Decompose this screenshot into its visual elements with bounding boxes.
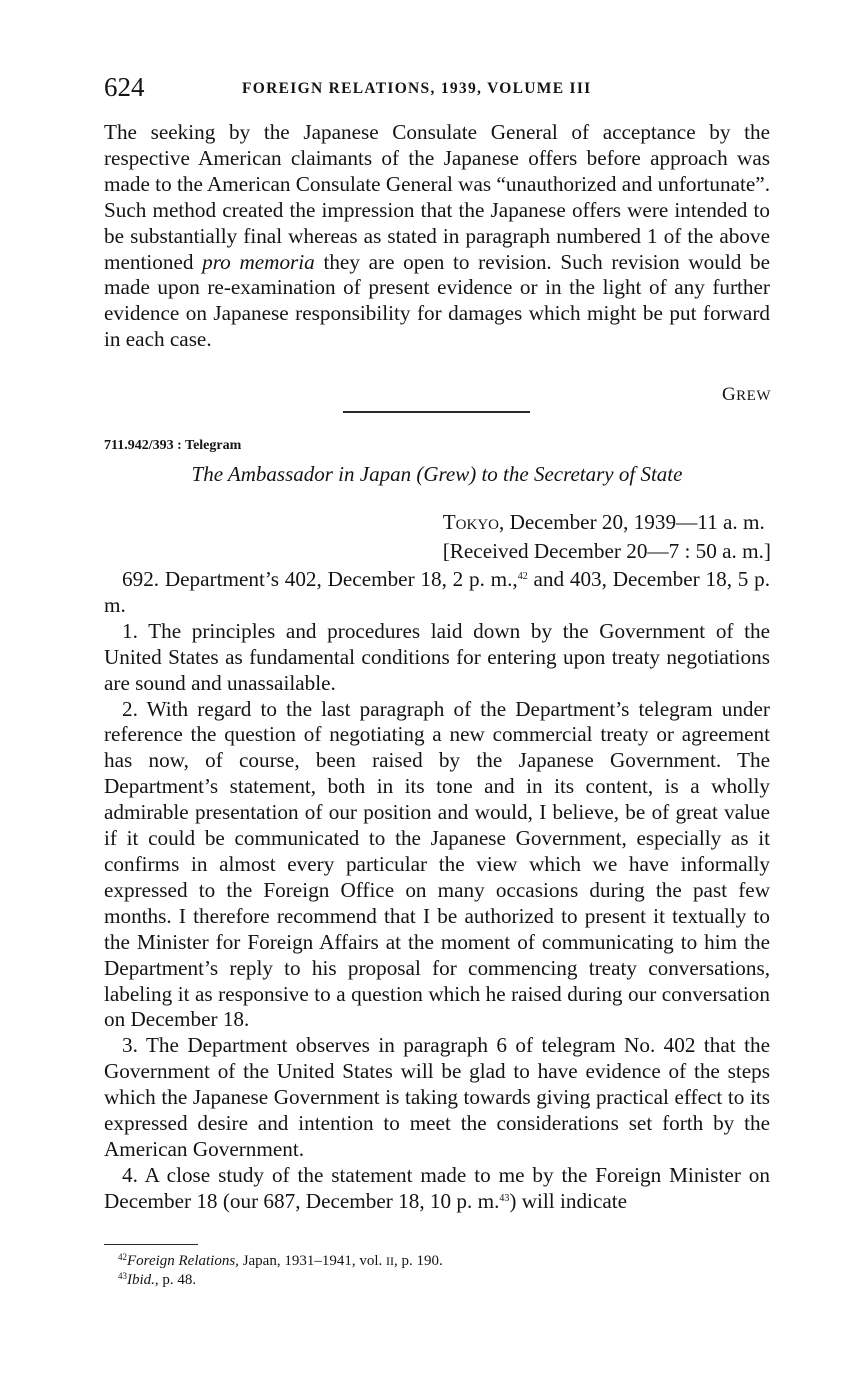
dateline bbox=[443, 510, 771, 565]
paragraph-2: 2. With regard to the last paragraph of the Department’s telegram under reference the question of negotiating a new commercial treaty or agreement has now, of course, been raised by the Japanese Government. The Department’s statement, both in its tone and in its content, is a wholly admirable presentation of our position and would, I believe, be of great value if it could be communicated to the Japanese Government, especially as it confirms in almost every particular the view which we have informally expressed to the Foreign Office on many occasions during the past few months. I therefore recommend that I be authorized to present it textually to the Minister for Foreign Affairs at the moment of communicating to him the Department’s reply to his proposal for commencing treaty conversations, labeling it as responsive to a question which he raised during our conversation on December 18. bbox=[104, 696, 770, 1032]
paragraph-4: 4. A close study of the statement made to me by the Foreign Minister on December 18 (our 687, December 18, 10 p. m.$^{43}$) will indicate bbox=[104, 1162, 770, 1213]
footnote-43: $^{43}$Ibid., p. 48. bbox=[118, 1271, 197, 1288]
continuation-text-a: The seeking by the Japanese Consulate General of acceptance by the respective American claimants of the Japanese offers before approach was made to the American Consulate General was “unauthorized and unfortunate”. Such method created the impression that the Japanese offers were intended to be substantially final whereas as stated in paragraph numbered 1 of the above mentioned bbox=[104, 120, 770, 274]
continuation-paragraph bbox=[104, 120, 770, 353]
paragraph-3: 3. The Department observes in paragraph 6 of telegram No. 402 that the Government of the United States will be glad to have evidence of the steps which the Japanese Government is taking towards giving practical effect to its expressed desire and intention to meet the considerations set forth by the American Government. bbox=[104, 1033, 770, 1161]
continuation-text-b: they are open to revision. Such revision would be made upon re-examination of present evidence or in the light of any further evidence on Japanese responsibility for damages which might be put forward in each case. bbox=[104, 249, 771, 352]
paragraph-1: 1. The principles and procedures laid down by the Government of the United States as fundamental conditions for entering upon treaty negotiations are sound and unassailable. bbox=[104, 618, 770, 695]
continuation-italic: pro memoria bbox=[202, 249, 315, 274]
footnote-ref-42: 42 bbox=[517, 571, 528, 582]
footnote-rule bbox=[104, 1244, 198, 1245]
telegram-body bbox=[104, 567, 770, 1215]
received-line: [Received December 20—7 : 50 a. m.] bbox=[442, 538, 771, 563]
running-head: FOREIGN RELATIONS, 1939, VOLUME III bbox=[242, 80, 592, 97]
place-date: TOKYO, December 20, 1939—11 a. m. bbox=[442, 510, 765, 534]
document-title: The Ambassador in Japan (Grew) to the Secretary of State bbox=[191, 462, 683, 486]
opening-paragraph: 692. Department’s 402, December 18, 2 p. m.,$^{42}$ and 403, December 18, 5 p. m. bbox=[104, 567, 770, 617]
footnotes bbox=[118, 1252, 443, 1290]
footnote-42: $^{42}$Foreign Relations, Japan, 1931–1941, vol. II, p. 190. bbox=[118, 1252, 443, 1269]
section-divider bbox=[343, 411, 530, 413]
page-header bbox=[104, 72, 770, 106]
page-number: 624 bbox=[104, 72, 145, 102]
file-reference: 711.942/393 : Telegram bbox=[104, 438, 242, 453]
footnote-ref-43: 43 bbox=[499, 1192, 510, 1204]
signature: GREW bbox=[721, 384, 771, 405]
